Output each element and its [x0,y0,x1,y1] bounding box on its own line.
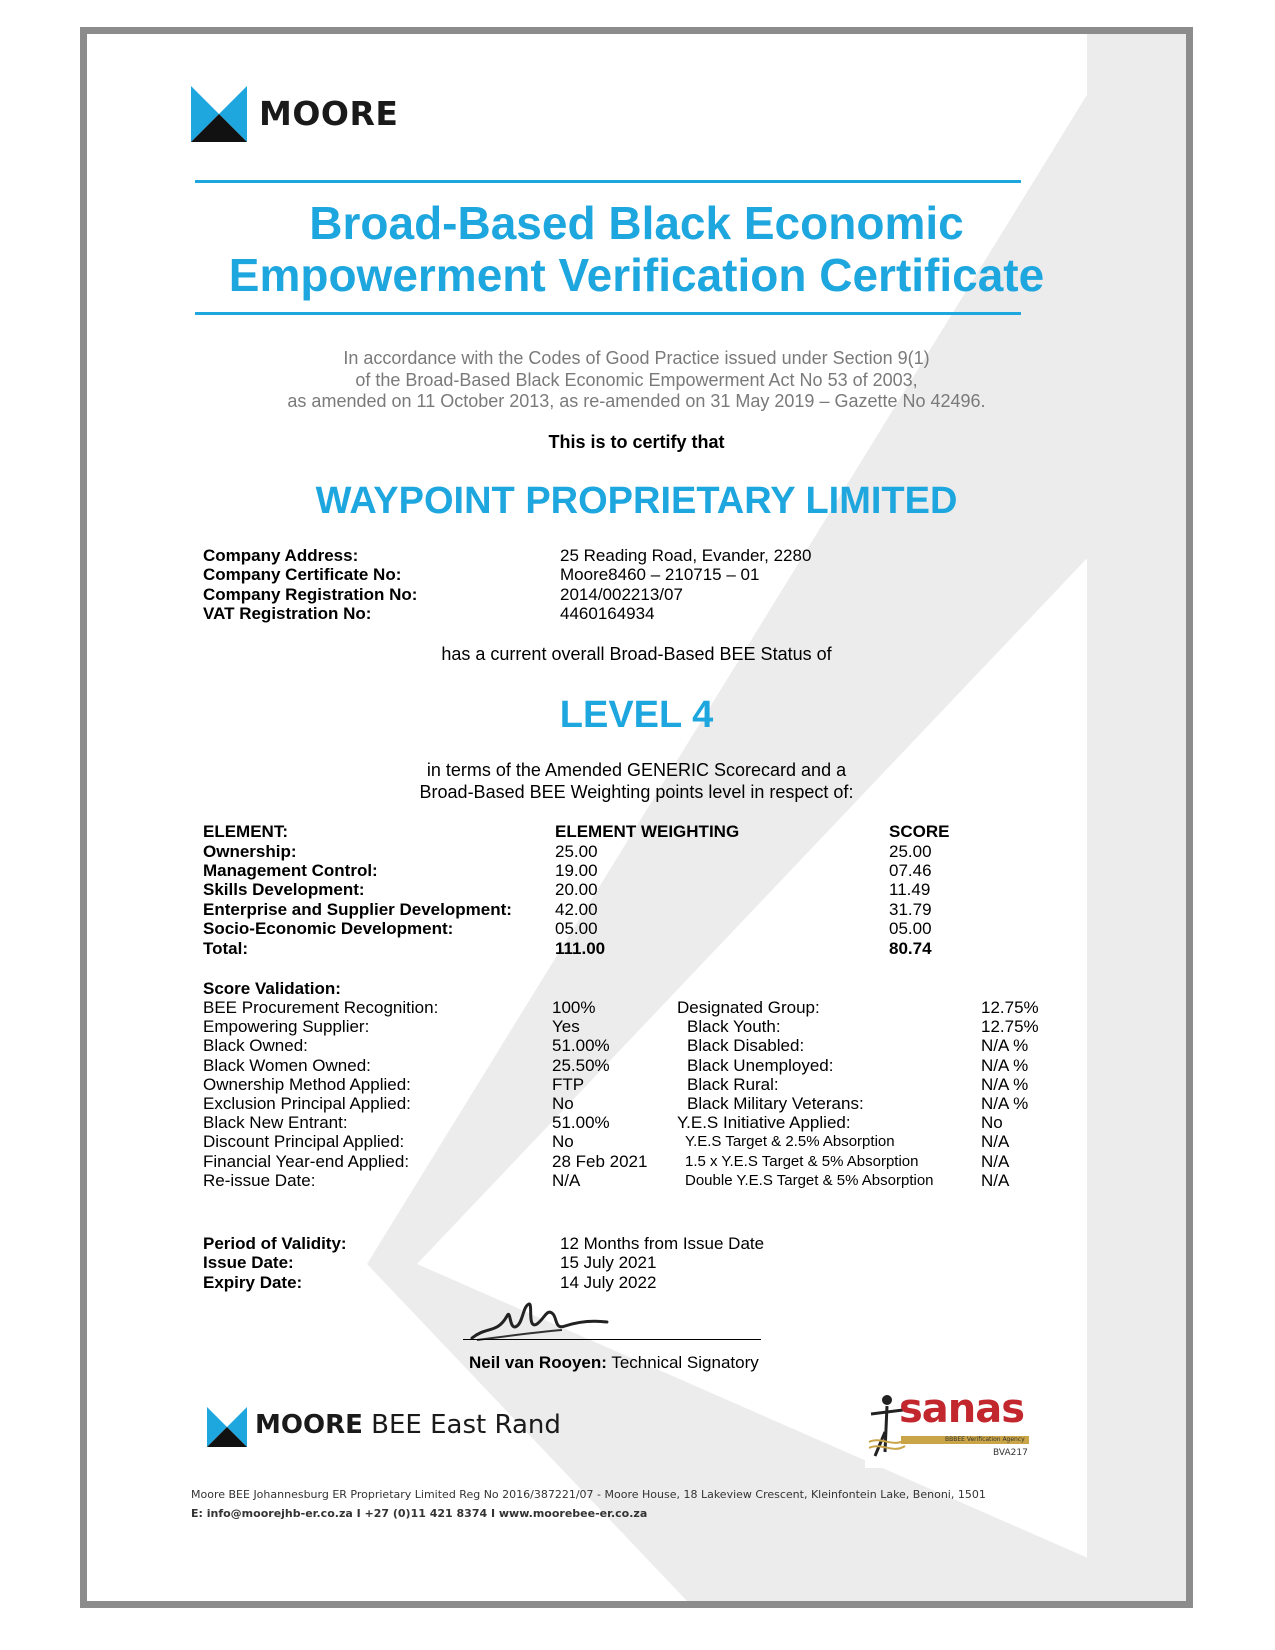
moore-logo-icon [191,86,247,142]
sanas-wordmark: sanas [899,1386,1025,1432]
validation-label: Financial Year-end Applied: [203,1151,410,1171]
moore-logo-text: MOORE [259,94,399,133]
title-bottom-rule [195,312,1021,315]
validation-value: 25.50% [552,1055,610,1075]
validation-value: N/A % [981,1036,1029,1056]
validity-value: 15 July 2021 [560,1253,657,1273]
element-name: Enterprise and Supplier Development: [203,899,512,919]
certificate-frame [80,27,1193,1608]
element-name: Skills Development: [203,880,365,900]
validity-value: 14 July 2022 [560,1272,657,1292]
validation-label: Black New Entrant: [203,1113,348,1133]
sanas-code: BVA217 [993,1448,1028,1458]
preamble-line1: In accordance with the Codes of Good Practice issued under Section 9(1) [343,348,930,368]
element-score: 07.46 [889,860,932,880]
score-header: SCORE [889,822,950,841]
validation-value: No [981,1113,1003,1133]
validation-label: Designated Group: [677,998,820,1017]
validity-label: Issue Date: [203,1253,294,1273]
validation-label: Black Military Veterans: [687,1094,864,1113]
element-weighting: 42.00 [555,899,598,919]
weighting-header: ELEMENT WEIGHTING [555,822,740,841]
validation-value: N/A % [981,1094,1029,1113]
validity-label: Expiry Date: [203,1272,303,1292]
terms-line2: Broad-Based BEE Weighting points level in respect of: [419,782,854,802]
total-label: Total: [203,938,249,958]
status-text: has a current overall Broad-Based BEE Status of [441,644,832,664]
footer-contact: E: info@moorejhb-er.co.za I +27 (0)11 421 8374 I www.moorebee-er.co.za [191,1507,648,1520]
validation-value: 51.00% [552,1036,610,1056]
validation-label: Exclusion Principal Applied: [203,1094,411,1113]
validation-value: N/A [981,1151,1010,1171]
title-top-rule [195,180,1021,183]
company-name: WAYPOINT PROPRIETARY LIMITED [315,480,958,522]
validation-value: FTP [552,1074,585,1094]
terms-line1: in terms of the Amended GENERIC Scorecard and a [426,760,847,780]
element-name: Ownership: [203,841,297,861]
validation-label: Black Women Owned: [203,1055,371,1075]
validation-value: N/A % [981,1055,1029,1075]
company-detail-value: Moore8460 – 210715 – 01 [560,565,760,585]
company-detail-label: Company Registration No: [203,584,418,604]
footer-brand-rest: BEE East Rand [362,1410,561,1440]
validation-label: Y.E.S Initiative Applied: [677,1113,851,1133]
preamble-line3: as amended on 11 October 2013, as re-amended on 31 May 2019 – Gazette No 42496. [287,391,986,411]
validation-label: Black Youth: [687,1017,781,1037]
validation-value: 12.75% [981,998,1039,1017]
validation-value: Yes [552,1017,580,1037]
validation-label: Black Owned: [203,1036,308,1056]
validation-label: Discount Principal Applied: [203,1132,405,1152]
validation-value: N/A [981,1132,1010,1152]
company-detail-label: Company Certificate No: [203,565,402,585]
validation-label: Black Rural: [687,1074,779,1094]
validation-value: 51.00% [552,1113,610,1133]
validation-label: BEE Procurement Recognition: [203,998,439,1017]
validation-label: 1.5 x Y.E.S Target & 5% Absorption [685,1152,919,1170]
validation-value: 28 Feb 2021 [552,1151,648,1171]
preamble-line2: of the Broad-Based Black Economic Empowerment Act No 53 of 2003, [355,370,918,390]
element-score: 11.49 [889,880,931,900]
certify-text: This is to certify that [548,432,725,452]
company-detail-value: 2014/002213/07 [560,584,683,604]
sanas-logo [865,1382,1037,1468]
validation-label: Black Unemployed: [687,1055,834,1075]
footer-brand-bold: MOORE [255,1410,363,1440]
validation-value: N/A % [981,1074,1029,1094]
footer-moore-logo-icon [207,1407,247,1447]
element-name: Management Control: [203,860,378,880]
footer-address: Moore BEE Johannesburg ER Proprietary Limited Reg No 2016/387221/07 - Moore House, 18 Lakeview Crescent, Kleinfontein Lake, Benoni, 1501 [191,1488,986,1501]
signatory-name: Neil van Rooyen: [469,1353,607,1372]
validation-label: Black Disabled: [687,1036,805,1056]
company-detail-value: 4460164934 [560,603,655,623]
score-validation-heading: Score Validation: [203,979,341,998]
validity-label: Period of Validity: [203,1234,347,1253]
validation-label: Y.E.S Target & 2.5% Absorption [685,1133,895,1151]
validation-label: Re-issue Date: [203,1170,316,1190]
element-score: 31.79 [889,899,932,919]
validation-value: 12.75% [981,1017,1039,1037]
sanas-subtitle: BBBEE Verification Agency [945,1436,1025,1443]
validation-value: N/A [981,1170,1010,1190]
signature-line [463,1339,761,1340]
element-weighting: 19.00 [555,860,598,880]
element-score: 05.00 [889,919,932,939]
certificate-title-line1: Broad-Based Black Economic [309,197,964,249]
validation-value: No [552,1094,574,1113]
signatory-caption [469,1353,759,1373]
element-weighting: 20.00 [555,880,598,900]
element-weighting: 05.00 [555,919,598,939]
footer-brand-name [255,1410,561,1440]
company-detail-label: VAT Registration No: [203,603,372,623]
element-score: 25.00 [889,841,932,861]
validation-label: Ownership Method Applied: [203,1074,411,1094]
validation-label: Empowering Supplier: [203,1017,370,1037]
validation-label: Double Y.E.S Target & 5% Absorption [685,1171,934,1189]
element-name: Socio-Economic Development: [203,919,454,939]
validation-value: N/A [552,1170,581,1190]
total-weighting: 111.00 [555,938,606,958]
total-score: 80.74 [889,938,932,958]
company-detail-value: 25 Reading Road, Evander, 2280 [560,546,812,565]
certificate-title-line2: Empowerment Verification Certificate [228,249,1045,301]
validation-value: No [552,1132,574,1152]
element-weighting: 25.00 [555,841,598,861]
bee-level: LEVEL 4 [559,694,714,736]
validation-value: 100% [552,998,596,1017]
company-detail-label: Company Address: [203,546,359,565]
element-header: ELEMENT: [203,822,288,841]
validity-value: 12 Months from Issue Date [560,1234,765,1253]
signatory-role: Technical Signatory [606,1353,759,1372]
